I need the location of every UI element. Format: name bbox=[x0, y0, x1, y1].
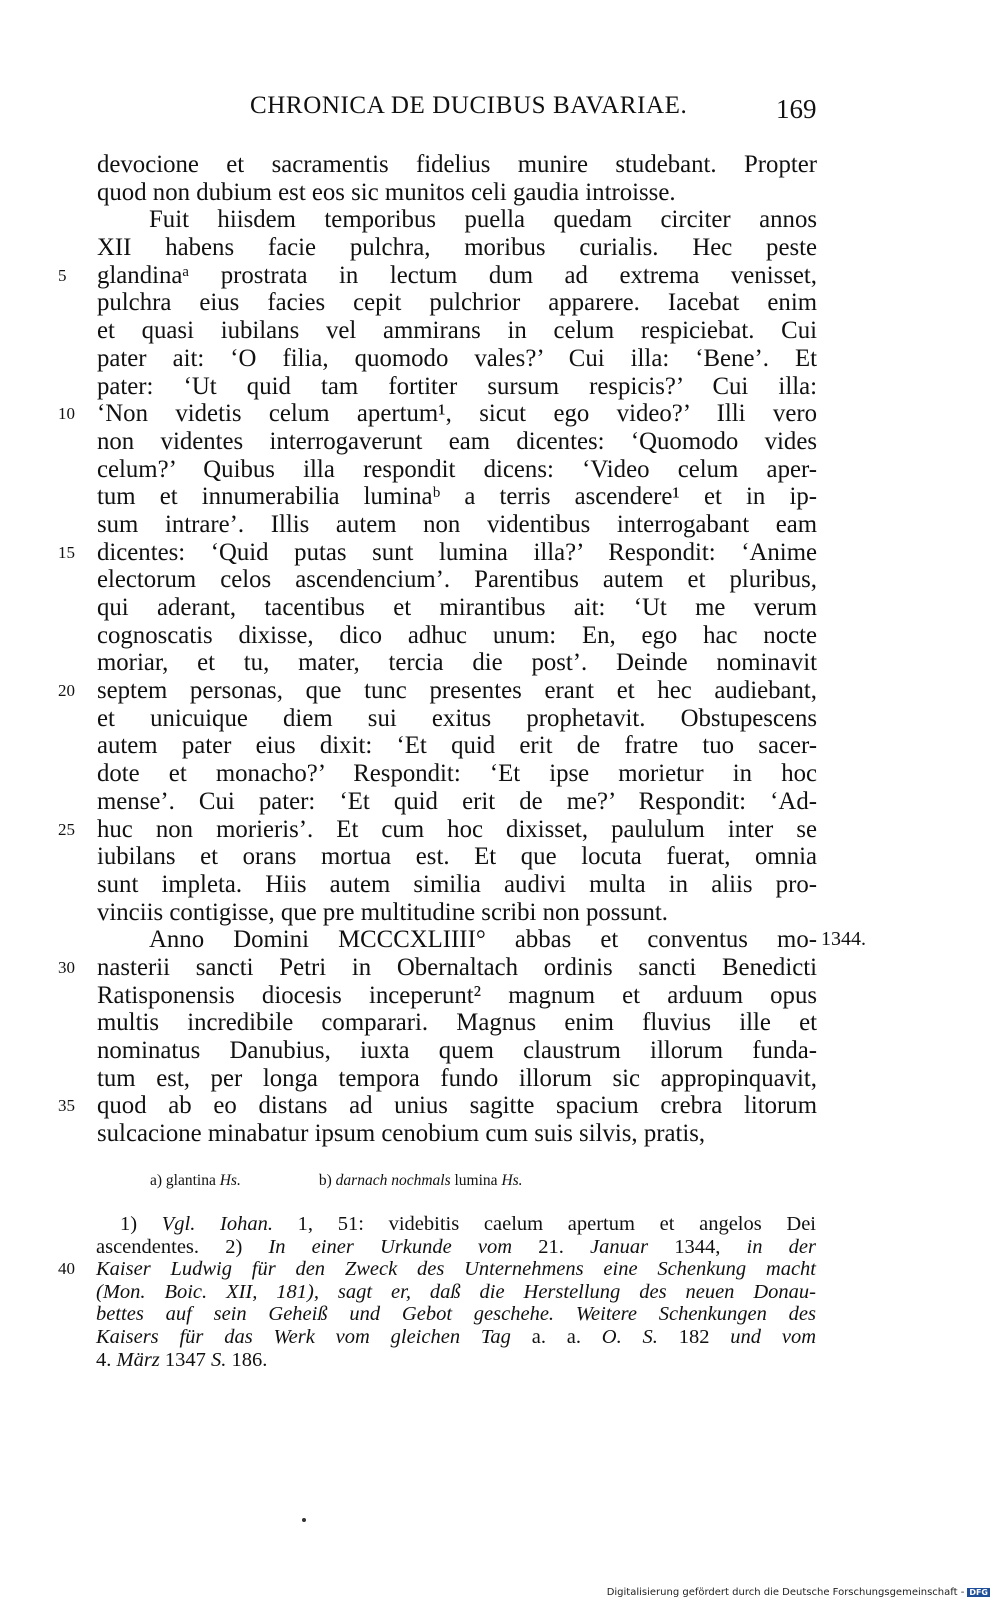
text-line-content: multis incredibile comparari. Magnus enim fluvius ille et bbox=[97, 1009, 817, 1037]
line-number: 10 bbox=[58, 404, 75, 424]
text-line bbox=[58, 677, 817, 705]
dfg-logo: DFG bbox=[969, 1588, 988, 1597]
footnote-segment: 21. bbox=[512, 1235, 590, 1258]
text-line bbox=[97, 1120, 817, 1148]
text-line bbox=[58, 815, 817, 844]
text-line bbox=[97, 926, 866, 954]
text-line bbox=[97, 649, 817, 677]
text-line bbox=[97, 732, 817, 760]
text-line-content: qui aderant, tacentibus et mirantibus ait: ‘Ut me verum bbox=[97, 594, 817, 621]
funding-notice bbox=[607, 1587, 990, 1598]
text-line bbox=[97, 622, 817, 650]
page-number: 169 bbox=[776, 94, 817, 124]
text-line bbox=[97, 899, 817, 927]
footnote-line bbox=[96, 1326, 816, 1349]
text-line-content: moriar, et tu, mater, tercia die post’. Deinde nominavit bbox=[97, 649, 817, 677]
footnote-italic-segment: bettes auf sein Geheiß und Gebot geschehe. Weitere Schenkungen des bbox=[96, 1303, 816, 1326]
text-line-content: pater: ‘Ut quid tam fortiter sursum respicis?’ Cui illa: bbox=[97, 372, 817, 400]
text-line bbox=[97, 345, 817, 373]
text-line-content: iubilans et orans mortua est. Et que locuta fuerat, omnia bbox=[97, 843, 817, 871]
text-line-content: septem personas, que tunc presentes erant et hec audiebant, bbox=[97, 677, 817, 705]
footnote-segment: 186. bbox=[226, 1348, 268, 1371]
text-line bbox=[58, 953, 817, 982]
footnote-italic-segment: März bbox=[116, 1348, 160, 1371]
text-line-content: et quasi iubilans vel ammirans in celum respiciebat. Cui bbox=[97, 317, 817, 345]
line-number: 35 bbox=[58, 1096, 75, 1116]
text-line-content: glandinaᵃ prostrata in lectum dum ad extrema venisset, bbox=[97, 261, 817, 289]
footnote-line bbox=[96, 1303, 816, 1326]
footnote-italic-segment: Vgl. Iohan. bbox=[161, 1213, 273, 1235]
text-line bbox=[97, 289, 817, 317]
text-line-content: non videntes interrogaverunt eam dicentes: ‘Quomodo vides bbox=[97, 427, 817, 455]
text-line-content: sunt impleta. Hiis autem similia audivi multa in aliis pro- bbox=[97, 870, 817, 898]
text-line-content: tum est, per longa tempora fundo illorum sic appropinquavit, bbox=[97, 1064, 817, 1092]
margin-year-note: 1344. bbox=[821, 928, 866, 951]
apparatus-note-a bbox=[150, 1172, 315, 1190]
text-line-content: Fuit hiisdem temporibus puella quedam circiter annos bbox=[149, 206, 817, 234]
text-line-content: pulchra eius facies cepit pulchrior apparere. Iacebat enim bbox=[97, 289, 817, 317]
footnote-italic-segment: (Mon. Boic. XII, 181), sagt er, daß die Herstellung des neuen Donau- bbox=[96, 1280, 816, 1303]
footnote-segment: 1347 bbox=[159, 1348, 212, 1371]
critical-apparatus bbox=[150, 1172, 523, 1190]
text-line bbox=[97, 373, 817, 401]
footnote-line bbox=[96, 1213, 816, 1236]
footnote-segment: 1344, bbox=[648, 1235, 747, 1258]
footnote-segment: ascendentes. 2) bbox=[96, 1235, 269, 1258]
text-line-content: pater ait: ‘O filia, quomodo vales?’ Cui illa: ‘Bene’. Et bbox=[97, 344, 817, 372]
line-number: 15 bbox=[58, 542, 75, 562]
text-line-content: dote et monacho?’ Respondit: ‘Et ipse morietur in hoc bbox=[97, 760, 817, 788]
text-line bbox=[97, 511, 817, 539]
text-line bbox=[97, 1065, 817, 1093]
text-line bbox=[97, 234, 817, 262]
stray-mark bbox=[302, 1518, 306, 1522]
apparatus-note-a-siglum: Hs. bbox=[219, 1172, 241, 1189]
text-line bbox=[97, 179, 817, 207]
footnote-segment: a. a. bbox=[510, 1325, 602, 1348]
footnote-italic-segment: in der bbox=[746, 1235, 816, 1258]
footnote-italic-segment: Kaisers für das Werk vom gleichen Tag bbox=[96, 1325, 511, 1348]
text-line-content: sum intrare’. Illis autem non videntibus interrogabant eam bbox=[97, 510, 817, 538]
text-line-content: celum?’ Quibus illa respondit dicens: ‘Video celum aper- bbox=[97, 455, 817, 483]
footnote-italic-segment: S. bbox=[211, 1348, 227, 1371]
apparatus-note-b-label: b) bbox=[318, 1172, 332, 1189]
text-line bbox=[97, 483, 817, 511]
apparatus-note-a-text: a) glantina bbox=[150, 1172, 216, 1189]
text-line bbox=[58, 400, 817, 428]
text-line bbox=[97, 456, 817, 484]
line-number: 25 bbox=[58, 819, 75, 839]
text-line-content: vinciis contigisse, que pre multitudine scribi non possunt. bbox=[97, 898, 668, 926]
footnote-italic-segment: O. S. bbox=[601, 1325, 658, 1348]
footnote-italic-segment: Kaiser Ludwig für den Zweck des Unternehmens eine Schenkung macht bbox=[96, 1258, 816, 1281]
footnote-segment: 4. bbox=[96, 1348, 117, 1371]
footnote-line bbox=[96, 1281, 816, 1304]
text-line bbox=[97, 1009, 817, 1037]
text-line bbox=[97, 428, 817, 456]
text-line-content: Ratisponensis diocesis inceperunt² magnum et arduum opus bbox=[97, 981, 817, 1009]
footnote-italic-segment: und vom bbox=[730, 1325, 817, 1348]
footnote-segment: 182 bbox=[657, 1325, 731, 1348]
text-line bbox=[97, 1037, 817, 1065]
text-line-content: dicentes: ‘Quid putas sunt lumina illa?’ Respondit: ‘Anime bbox=[97, 538, 817, 566]
text-line-content: XII habens facie pulchra, moribus curialis. Hec peste bbox=[97, 234, 817, 262]
running-title: CHRONICA DE DUCIBUS BAVARIAE. bbox=[250, 92, 688, 119]
text-line bbox=[97, 151, 817, 179]
text-line bbox=[58, 261, 817, 290]
text-line-content: Anno Domini MCCCXLIIII° abbas et conventus mo- bbox=[149, 926, 817, 954]
text-line-content: autem pater eius dixit: ‘Et quid erit de fratre tuo sacer- bbox=[97, 732, 817, 760]
text-line-content: electorum celos ascendencium’. Parentibus autem et pluribus, bbox=[97, 566, 817, 594]
text-line-content: huc non morieris’. Et cum hoc dixisset, paululum inter se bbox=[97, 815, 817, 843]
text-line-content: sulcacione minabatur ipsum cenobium cum suis silvis, pratis, bbox=[97, 1120, 706, 1148]
footnote-line bbox=[96, 1349, 816, 1372]
apparatus-note-b-word: lumina bbox=[454, 1172, 498, 1189]
footnote-italic-segment: Januar bbox=[590, 1235, 649, 1258]
text-line bbox=[97, 760, 817, 788]
footnote-segment: 1, 51: videbitis caelum apertum et angelos Dei bbox=[273, 1213, 816, 1235]
text-line-content: quod non dubium est eos sic munitos celi gaudia introisse. bbox=[97, 178, 676, 206]
footnote-line bbox=[96, 1236, 816, 1259]
text-line bbox=[97, 594, 817, 622]
apparatus-note-b-italic: darnach nochmals bbox=[335, 1172, 451, 1189]
line-number: 40 bbox=[58, 1259, 75, 1279]
text-line-content: cognoscatis dixisse, dico adhuc unum: En, ego hac nocte bbox=[97, 621, 817, 649]
text-line bbox=[58, 538, 817, 567]
text-line-content: tum et innumerabilia luminaᵇ a terris ascendere¹ et in ip- bbox=[97, 483, 817, 511]
main-text-block bbox=[58, 151, 866, 1148]
text-line-content: quod ab eo distans ad unius sagitte spacium crebra litorum bbox=[97, 1092, 817, 1120]
footnote-italic-segment: In einer Urkunde vom bbox=[268, 1235, 513, 1258]
text-line-content: ‘Non videtis celum apertum¹, sicut ego video?’ Illi vero bbox=[97, 400, 817, 428]
text-line-content: nominatus Danubius, iuxta quem claustrum illorum funda- bbox=[97, 1037, 817, 1064]
text-line bbox=[97, 788, 817, 816]
apparatus-note-b bbox=[319, 1172, 523, 1189]
text-line bbox=[97, 982, 817, 1010]
text-line bbox=[97, 317, 817, 345]
line-number: 30 bbox=[58, 957, 75, 977]
text-line bbox=[97, 566, 817, 594]
footnotes-block bbox=[58, 1213, 817, 1371]
footnote-segment: 1) bbox=[120, 1213, 162, 1235]
text-line-content: devocione et sacramentis fidelius munire studebant. Propter bbox=[97, 151, 817, 178]
funding-text: Digitalisierung gefördert durch die Deutsche Forschungsgemeinschaft - bbox=[606, 1587, 965, 1598]
text-line bbox=[97, 843, 817, 871]
line-number: 5 bbox=[58, 265, 67, 285]
apparatus-note-b-siglum: Hs. bbox=[501, 1172, 523, 1189]
text-line bbox=[97, 705, 817, 733]
text-line bbox=[97, 871, 817, 899]
text-line-content: et unicuique diem sui exitus prophetavit. Obstupescens bbox=[97, 704, 817, 732]
text-line bbox=[97, 206, 817, 234]
text-line bbox=[58, 1092, 817, 1120]
line-number: 20 bbox=[58, 681, 75, 701]
text-line-content: mense’. Cui pater: ‘Et quid erit de me?’ Respondit: ‘Ad- bbox=[97, 787, 817, 815]
footnote-line bbox=[58, 1258, 816, 1281]
text-line-content: nasterii sancti Petri in Obernaltach ordinis sancti Benedicti bbox=[97, 953, 817, 981]
